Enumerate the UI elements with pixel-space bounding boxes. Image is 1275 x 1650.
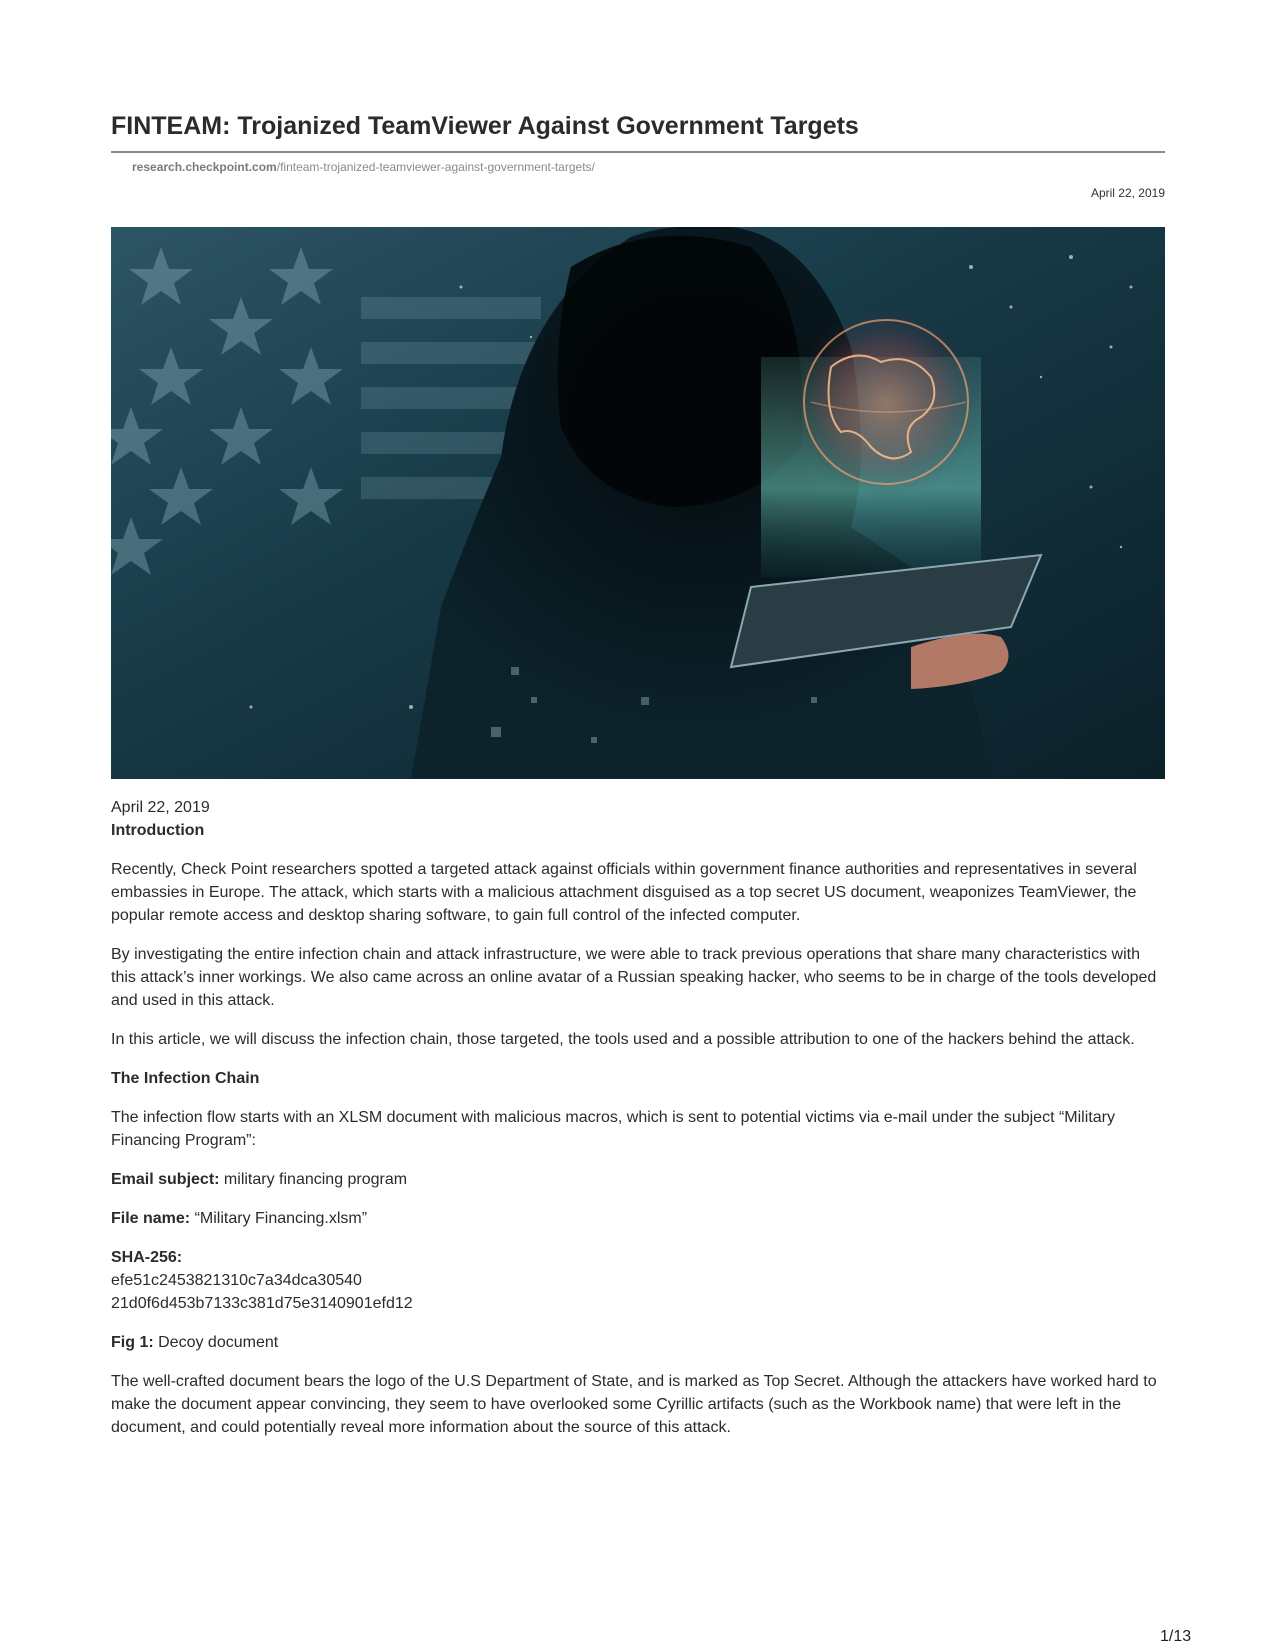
sha256-block <box>111 1246 1165 1315</box>
figure-text: Decoy document <box>153 1334 279 1351</box>
email-subject-line <box>111 1168 1165 1191</box>
page-number: 1/13 <box>1160 1628 1192 1645</box>
paragraph-infection-flow: The infection flow starts with an XLSM document with malicious macros, which is sent to potential victims via e-mail under the subject “Military Financing Program”: <box>111 1109 1115 1149</box>
paragraph-overview: In this article, we will discuss the infection chain, those targeted, the tools used and a possible attribution to one of the hackers behind the attack. <box>111 1031 1135 1048</box>
email-subject-label: Email subject: <box>111 1171 220 1188</box>
source-url[interactable] <box>132 160 595 174</box>
file-name-value: “Military Financing.xlsm” <box>190 1210 368 1227</box>
header-date: April 22, 2019 <box>1090 186 1165 200</box>
sha256-line-2: 21d0f6d453b7133c381d75e3140901efd12 <box>111 1295 413 1312</box>
source-domain: research.checkpoint.com <box>132 160 277 174</box>
intro-heading: Introduction <box>111 822 205 839</box>
file-name-line <box>111 1207 1165 1230</box>
article-body <box>111 796 1165 1455</box>
paragraph-investigation: By investigating the entire infection chain and attack infrastructure, we were able to track previous operations that share many characteristics with this attack’s inner workings. We also came across an online avatar of a Russian speaking hacker, who seems to be in charge of the tools developed and used in this attack. <box>111 946 1157 1009</box>
figure-label: Fig 1: <box>111 1334 154 1351</box>
figure-caption <box>111 1331 1165 1354</box>
globe-glow <box>791 307 981 497</box>
paragraph-intro: Recently, Check Point researchers spotted a targeted attack against officials within government finance authorities and representatives in several embassies in Europe. The attack, which starts with a malicious attachment disguised as a top secret US document, weaponizes TeamViewer, the popular remote access and desktop sharing software, to gain full control of the infected computer. <box>111 861 1137 924</box>
article-title: FINTEAM: Trojanized TeamViewer Against Government Targets <box>111 112 859 140</box>
infection-chain-heading: The Infection Chain <box>111 1070 260 1087</box>
hacker-illustration <box>111 227 1165 779</box>
sha256-line-1: efe51c2453821310c7a34dca30540 <box>111 1272 362 1289</box>
article-date: April 22, 2019 <box>111 799 210 816</box>
sha256-label: SHA-256: <box>111 1249 183 1266</box>
hero-image <box>111 227 1165 779</box>
paragraph-decoy-document: The well-crafted document bears the logo of the U.S Department of State, and is marked as Top Secret. Although the attackers have worked hard to make the document appear convincing, they seem to have overlooked some Cyrillic artifacts (such as the Workbook name) that were left in the document, and could potentially reveal more information about the source of this attack. <box>111 1373 1157 1436</box>
email-subject-value: military financing program <box>219 1171 408 1188</box>
source-path: /finteam-trojanized-teamviewer-against-government-targets/ <box>276 160 595 174</box>
title-divider <box>111 151 1165 153</box>
file-name-label: File name: <box>111 1210 191 1227</box>
